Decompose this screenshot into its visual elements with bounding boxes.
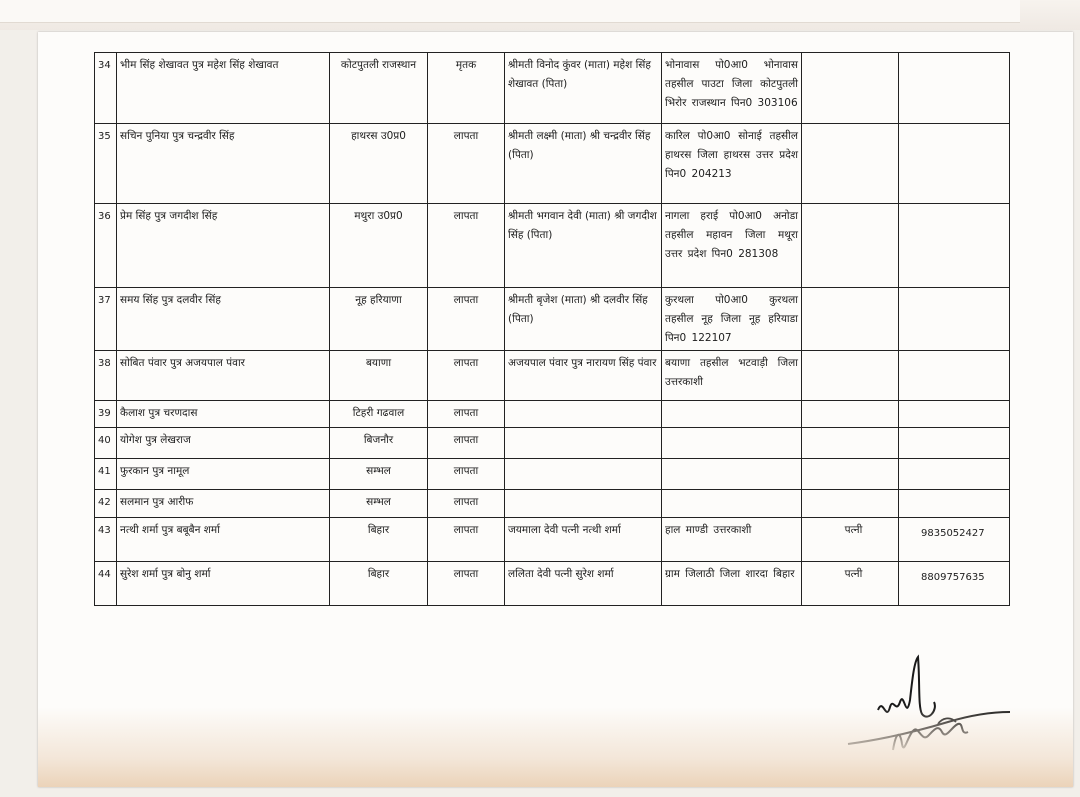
phone-number-cell bbox=[899, 428, 1010, 459]
address-cell: हाल माण्डी उत्तरकाशी bbox=[662, 518, 802, 562]
relation-cell bbox=[802, 351, 899, 401]
origin-place-cell: मथुरा उ0प्र0 bbox=[330, 204, 428, 288]
origin-place-cell: सम्भल bbox=[330, 490, 428, 518]
address-cell: भोनावास पो0आ0 भोनावास तहसील पाउटा जिला कोटपुतली भिरोर राजस्थान पिन0 303106 bbox=[662, 53, 802, 124]
address-cell: ग्राम जिलाठी जिला शारदा बिहार bbox=[662, 562, 802, 606]
address-cell: कारिल पो0आ0 सोनाई तहसील हाथरस जिला हाथरस उत्तर प्रदेश पिन0 204213 bbox=[662, 124, 802, 204]
document-page bbox=[38, 32, 1073, 787]
person-name-cell: सोबित पंवार पुत्र अजयपाल पंवार bbox=[117, 351, 330, 401]
next-of-kin-cell: श्रीमती लक्ष्मी (माता) श्री चन्द्रवीर सिंह (पिता) bbox=[505, 124, 662, 204]
relation-cell bbox=[802, 490, 899, 518]
phone-number-cell bbox=[899, 288, 1010, 351]
table-row bbox=[95, 490, 1010, 518]
next-of-kin-cell: जयमाला देवी पत्नी नत्थी शर्मा bbox=[505, 518, 662, 562]
next-of-kin-cell: श्रीमती भगवान देवी (माता) श्री जगदीश सिंह (पिता) bbox=[505, 204, 662, 288]
phone-number-cell bbox=[899, 401, 1010, 428]
row-number-cell: 43 bbox=[95, 518, 117, 562]
previous-page-edge bbox=[0, 0, 1020, 23]
status-cell: लापता bbox=[428, 518, 505, 562]
row-number-cell: 37 bbox=[95, 288, 117, 351]
person-name-cell: सचिन पुनिया पुत्र चन्द्रवीर सिंह bbox=[117, 124, 330, 204]
origin-place-cell: बिहार bbox=[330, 562, 428, 606]
relation-cell bbox=[802, 288, 899, 351]
table-row bbox=[95, 124, 1010, 204]
phone-number-cell bbox=[899, 490, 1010, 518]
phone-number-cell bbox=[899, 124, 1010, 204]
relation-cell bbox=[802, 204, 899, 288]
address-cell: कुरथला पो0आ0 कुरथला तहसील नूह जिला नूह हरियाडा पिन0 122107 bbox=[662, 288, 802, 351]
person-name-cell: भीम सिंह शेखावत पुत्र महेश सिंह शेखावत bbox=[117, 53, 330, 124]
status-cell: मृतक bbox=[428, 53, 505, 124]
person-name-cell: समय सिंह पुत्र दलवीर सिंह bbox=[117, 288, 330, 351]
origin-place-cell: हाथरस उ0प्र0 bbox=[330, 124, 428, 204]
address-cell bbox=[662, 459, 802, 490]
phone-number-cell bbox=[899, 351, 1010, 401]
row-number-cell: 41 bbox=[95, 459, 117, 490]
phone-number-cell bbox=[899, 204, 1010, 288]
table-row bbox=[95, 53, 1010, 124]
status-cell: लापता bbox=[428, 204, 505, 288]
row-number-cell: 36 bbox=[95, 204, 117, 288]
person-name-cell: सलमान पुत्र आरीफ bbox=[117, 490, 330, 518]
origin-place-cell: नूह हरियाणा bbox=[330, 288, 428, 351]
status-cell: लापता bbox=[428, 490, 505, 518]
address-cell bbox=[662, 401, 802, 428]
row-number-cell: 40 bbox=[95, 428, 117, 459]
phone-number-cell: 8809757635 bbox=[899, 562, 1010, 606]
table-row bbox=[95, 459, 1010, 490]
next-of-kin-cell bbox=[505, 428, 662, 459]
row-number-cell: 39 bbox=[95, 401, 117, 428]
person-name-cell: सुरेश शर्मा पुत्र बोनु शर्मा bbox=[117, 562, 330, 606]
phone-number-cell bbox=[899, 53, 1010, 124]
origin-place-cell: टिहरी गढवाल bbox=[330, 401, 428, 428]
next-of-kin-cell: श्रीमती विनोद कुंवर (माता) महेश सिंह शेखावत (पिता) bbox=[505, 53, 662, 124]
next-of-kin-cell bbox=[505, 459, 662, 490]
next-of-kin-cell: ललिता देवी पत्नी सुरेश शर्मा bbox=[505, 562, 662, 606]
next-of-kin-cell bbox=[505, 490, 662, 518]
paper-shadow bbox=[38, 707, 1073, 787]
status-cell: लापता bbox=[428, 288, 505, 351]
address-cell bbox=[662, 428, 802, 459]
next-of-kin-cell bbox=[505, 401, 662, 428]
origin-place-cell: बिजनौर bbox=[330, 428, 428, 459]
person-name-cell: योगेश पुत्र लेखराज bbox=[117, 428, 330, 459]
person-name-cell: नत्थी शर्मा पुत्र बबूबैन शर्मा bbox=[117, 518, 330, 562]
origin-place-cell: सम्भल bbox=[330, 459, 428, 490]
status-cell: लापता bbox=[428, 401, 505, 428]
address-cell bbox=[662, 490, 802, 518]
table-row bbox=[95, 428, 1010, 459]
address-cell: नागला हराई पो0आ0 अनोडा तहसील महावन जिला मथूरा उत्तर प्रदेश पिन0 281308 bbox=[662, 204, 802, 288]
status-cell: लापता bbox=[428, 351, 505, 401]
status-cell: लापता bbox=[428, 459, 505, 490]
relation-cell bbox=[802, 124, 899, 204]
origin-place-cell: बयाणा bbox=[330, 351, 428, 401]
address-cell: बयाणा तहसील भटवाड़ी जिला उत्तरकाशी bbox=[662, 351, 802, 401]
row-number-cell: 35 bbox=[95, 124, 117, 204]
person-name-cell: कैलाश पुत्र चरणदास bbox=[117, 401, 330, 428]
origin-place-cell: बिहार bbox=[330, 518, 428, 562]
status-cell: लापता bbox=[428, 428, 505, 459]
relation-cell bbox=[802, 53, 899, 124]
phone-number-cell bbox=[899, 459, 1010, 490]
relation-cell: पत्नी bbox=[802, 518, 899, 562]
next-of-kin-cell: श्रीमती बृजेश (माता) श्री दलवीर सिंह (पिता) bbox=[505, 288, 662, 351]
origin-place-cell: कोटपुतली राजस्थान bbox=[330, 53, 428, 124]
table-row bbox=[95, 204, 1010, 288]
table-row bbox=[95, 518, 1010, 562]
status-cell: लापता bbox=[428, 562, 505, 606]
table-row bbox=[95, 562, 1010, 606]
table-row bbox=[95, 401, 1010, 428]
relation-cell: पत्नी bbox=[802, 562, 899, 606]
row-number-cell: 38 bbox=[95, 351, 117, 401]
missing-persons-table bbox=[94, 52, 1010, 606]
row-number-cell: 34 bbox=[95, 53, 117, 124]
relation-cell bbox=[802, 401, 899, 428]
table-row bbox=[95, 351, 1010, 401]
relation-cell bbox=[802, 459, 899, 490]
row-number-cell: 44 bbox=[95, 562, 117, 606]
person-name-cell: फुरकान पुत्र नामूल bbox=[117, 459, 330, 490]
person-name-cell: प्रेम सिंह पुत्र जगदीश सिंह bbox=[117, 204, 330, 288]
next-of-kin-cell: अजयपाल पंवार पुत्र नारायण सिंह पंवार bbox=[505, 351, 662, 401]
row-number-cell: 42 bbox=[95, 490, 117, 518]
relation-cell bbox=[802, 428, 899, 459]
table-row bbox=[95, 288, 1010, 351]
phone-number-cell: 9835052427 bbox=[899, 518, 1010, 562]
status-cell: लापता bbox=[428, 124, 505, 204]
